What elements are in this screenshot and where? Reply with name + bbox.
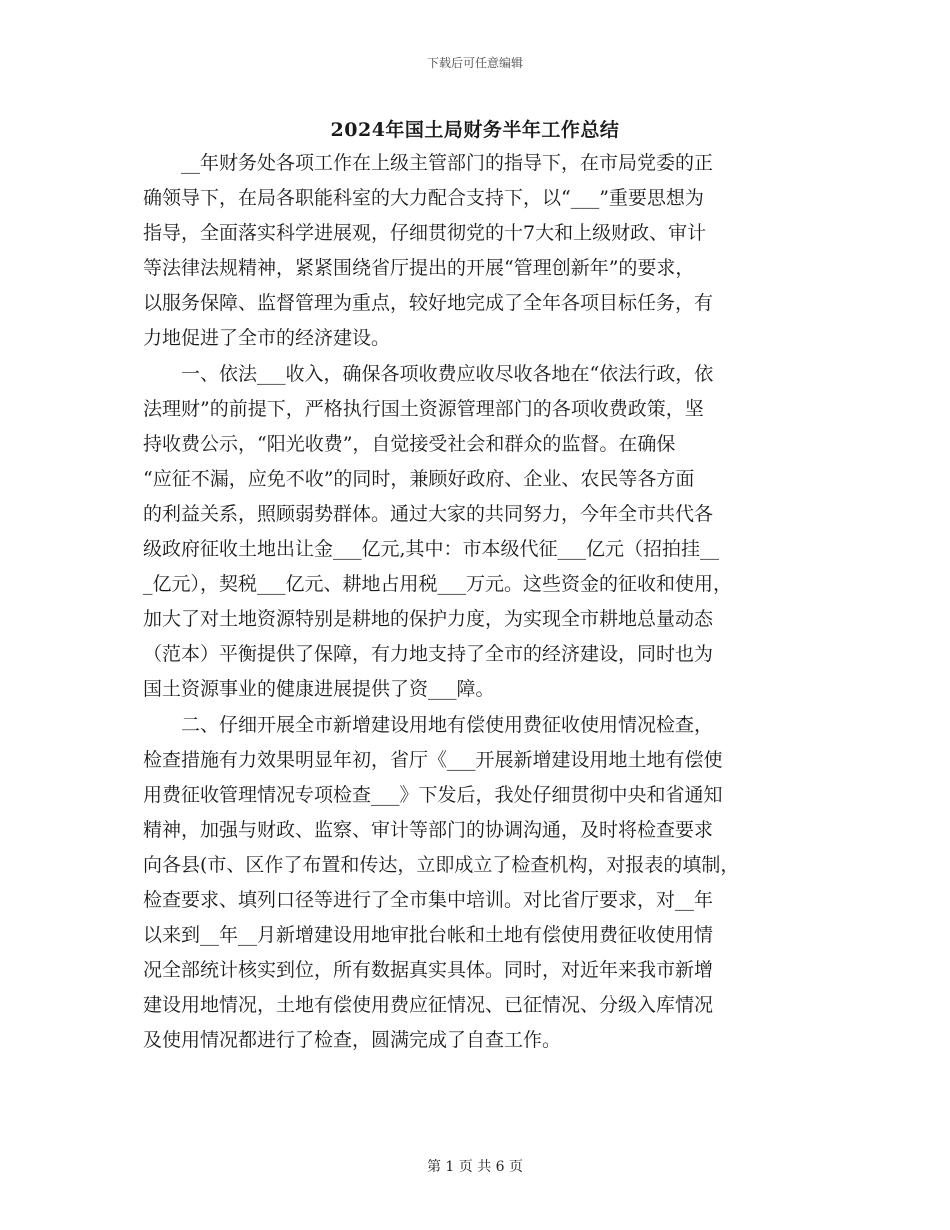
body-line: 检查要求、填列口径等进行了全市集中培训。对比省厅要求，对__年 xyxy=(143,888,714,911)
body-line: “应征不漏，应免不收”的同时，兼顾好政府、企业、农民等各方面 xyxy=(143,467,695,490)
body-line: 精神，加强与财政、监察、审计等部门的协调沟通，及时将检查要求 xyxy=(143,818,714,841)
body-line: 况全部统计核实到位，所有数据真实具体。同时，对近年来我市新增 xyxy=(143,959,714,982)
body-line: _亿元），契税___亿元、耕地占用税___万元。这些资金的征收和使用， xyxy=(143,573,733,596)
body-line: 指导，全面落实科学进展观，仔细贯彻党的十7大和上级财政、审计 xyxy=(143,222,707,245)
body-line: （范本）平衡提供了保障，有力地支持了全市的经济建设，同时也为 xyxy=(143,643,714,666)
body-line: 及使用情况都进行了检查，圆满完成了自查工作。 xyxy=(143,1029,562,1052)
body-line: 二、仔细开展全市新增建设用地有偿使用费征收使用情况检查， xyxy=(143,713,714,736)
document-body xyxy=(143,146,813,1058)
body-line: __年财务处各项工作在上级主管部门的指导下，在市局党委的正 xyxy=(143,152,714,174)
body-line: 以服务保障、监督管理为重点，较好地完成了全年各项目标任务，有 xyxy=(143,292,714,315)
body-line: 建设用地情况，土地有偿使用费应征情况、已征情况、分级入库情况 xyxy=(143,994,714,1017)
body-line: 级政府征收土地出让金___亿元,其中：市本级代征___亿元（招拍挂__ xyxy=(143,538,720,561)
body-line: 以来到__年__月新增建设用地审批台帐和土地有偿使用费征收使用情 xyxy=(143,924,714,947)
body-line: 的利益关系，照顾弱势群体。通过大家的共同努力，今年全市共代各 xyxy=(143,502,714,525)
body-line: 持收费公示，“阳光收费”，自觉接受社会和群众的监督。在确保 xyxy=(143,432,676,455)
body-line: 加大了对土地资源特别是耕地的保护力度，为实现全市耕地总量动态 xyxy=(143,608,714,631)
body-line: 等法律法规精神，紧紧围绕省厅提出的开展“管理创新年”的要求， xyxy=(143,257,695,280)
body-line: 用费征收管理情况专项检查___》下发后，我处仔细贯彻中央和省通知 xyxy=(143,783,723,806)
body-line: 法理财”的前提下，严格执行国土资源管理部门的各项收费政策，坚 xyxy=(143,397,704,420)
body-line: 一、依法___收入，确保各项收费应收尽收各地在“依法行政，依 xyxy=(143,362,714,385)
document-title: 2024年国土局财务半年工作总结 xyxy=(330,119,620,141)
body-line: 检查措施有力效果明显年初，省厅《___开展新增建设用地土地有偿使 xyxy=(143,748,723,771)
body-line: 确领导下，在局各职能科室的大力配合支持下，以“___”重要思想为 xyxy=(143,187,704,210)
body-line: 向各县(市、区作了布置和传达，立即成立了检查机构，对报表的填制， xyxy=(143,853,740,876)
body-line: 力地促进了全市的经济建设。 xyxy=(143,327,391,350)
page-footer: 第 1 页 共 6 页 xyxy=(426,1159,524,1175)
body-line: 国土资源事业的健康进展提供了资___障。 xyxy=(143,678,495,701)
header-note: 下载后可任意编辑 xyxy=(426,56,523,70)
